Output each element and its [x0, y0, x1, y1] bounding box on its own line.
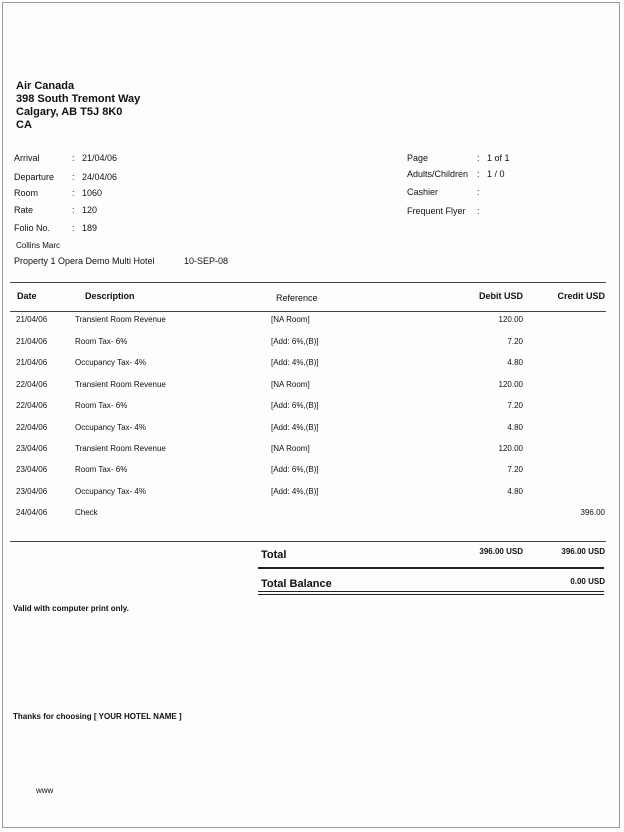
- totals-rule: [10, 541, 606, 542]
- table-row: 21/04/06 Occupancy Tax- 4% [Add: 4%,(B)] 4.80: [16, 358, 523, 367]
- table-top-rule: [10, 282, 606, 283]
- total-debit: 396.00 USD: [479, 547, 523, 556]
- hotel-street: 398 South Tremont Way: [16, 93, 141, 105]
- hotel-address: [16, 80, 140, 132]
- table-row: 21/04/06 Transient Room Revenue [NA Room] 120.00: [16, 315, 523, 324]
- table-row: 22/04/06 Transient Room Revenue [NA Room] 120.00: [16, 380, 523, 389]
- header-reference: Reference: [276, 293, 318, 303]
- thanks-note: Thanks for choosing [ YOUR HOTEL NAME ]: [13, 712, 182, 721]
- property-name: Property 1 Opera Demo Multi Hotel: [14, 256, 155, 266]
- table-row: 23/04/06 Occupancy Tax- 4% [Add: 4%,(B)] 4.80: [16, 487, 523, 496]
- header-date: Date: [17, 291, 37, 301]
- property-line: [14, 256, 229, 266]
- guest-name: Collins Marc: [16, 241, 61, 250]
- total-underline: [258, 567, 604, 569]
- balance-value: 0.00 USD: [570, 577, 605, 586]
- table-row: 21/04/06 Room Tax- 6% [Add: 6%,(B)] 7.20: [16, 337, 523, 346]
- table-row: 23/04/06 Room Tax- 6% [Add: 6%,(B)] 7.20: [16, 465, 523, 474]
- table-row: 23/04/06 Transient Room Revenue [NA Room] 120.00: [16, 444, 523, 453]
- footer-text: www: [36, 786, 54, 795]
- valid-note: Valid with computer print only.: [13, 604, 129, 613]
- total-label: Total: [261, 549, 287, 561]
- header-description: Description: [85, 291, 135, 301]
- hotel-name: Air Canada: [16, 80, 75, 92]
- hotel-country: CA: [16, 119, 32, 131]
- header-credit: Credit USD: [557, 291, 605, 301]
- table-row: 22/04/06 Room Tax- 6% [Add: 6%,(B)] 7.20: [16, 401, 523, 410]
- header-rule: [10, 311, 606, 312]
- balance-label: Total Balance: [261, 578, 332, 590]
- header-debit: Debit USD: [478, 291, 523, 301]
- table-row: 24/04/06 Check 396.00: [16, 508, 605, 517]
- total-credit: 396.00 USD: [561, 547, 605, 556]
- table-row: 22/04/06 Occupancy Tax- 4% [Add: 4%,(B)] 4.80: [16, 423, 523, 432]
- print-date: 10-SEP-08: [184, 256, 229, 266]
- hotel-city: Calgary, AB T5J 8K0: [16, 106, 123, 118]
- balance-double-underline-1: [258, 591, 604, 592]
- balance-double-underline-2: [258, 594, 604, 595]
